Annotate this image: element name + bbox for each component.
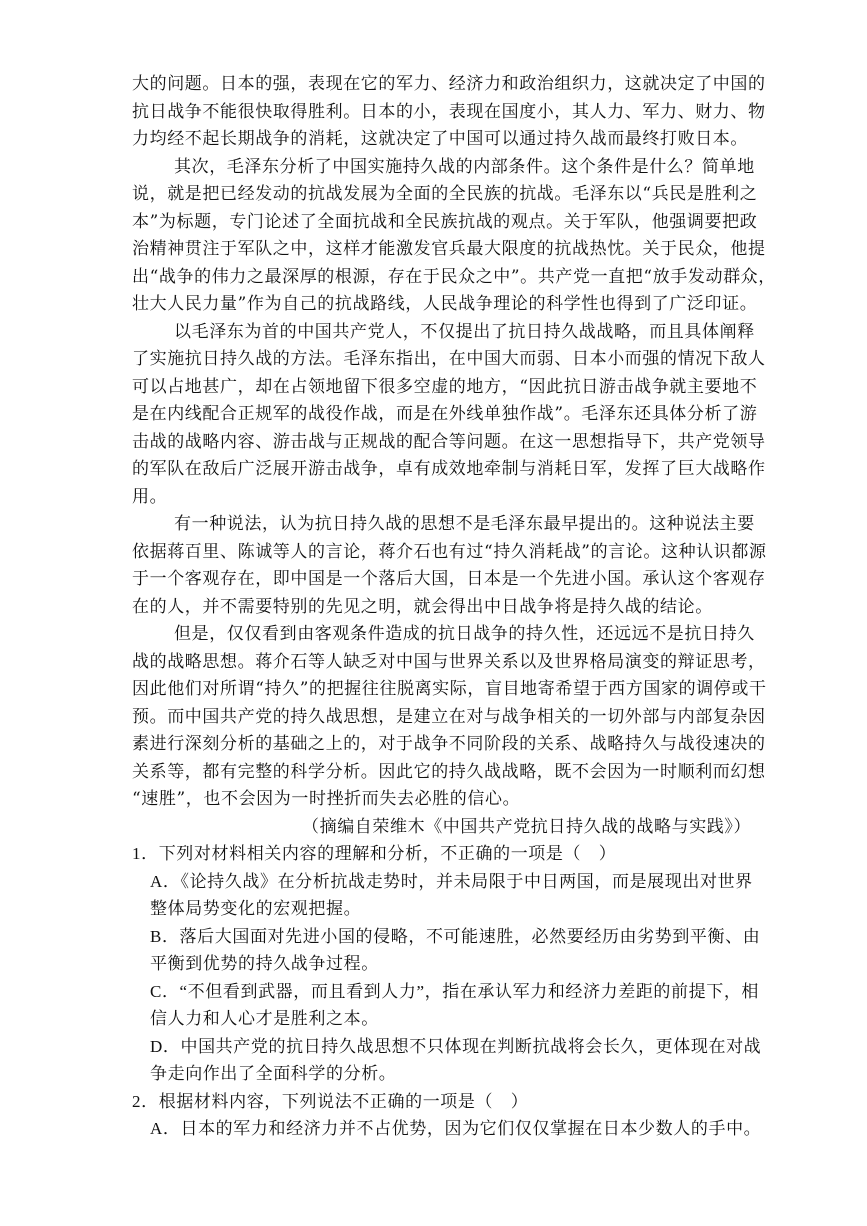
- passage-line: 击战的战略内容、游击战与正规战的配合等问题。在这一思想指导下，共产党领导: [132, 432, 766, 452]
- passage-line: 因此他们对所谓“持久”的把握往往脱离实际，盲目地寄希望于西方国家的调停或干: [132, 679, 767, 699]
- passage-line: 本”为标题，专门论述了全面抗战和全民族抗战的观点。关于军队，他强调要把政: [132, 212, 758, 232]
- passage-line: 关系等，都有完整的科学分析。因此它的持久战战略，既不会因为一时顺利而幻想: [132, 762, 766, 782]
- passage-line: 但是，仅仅看到由客观条件造成的抗日战争的持久性，还远远不是抗日持久: [174, 624, 755, 644]
- passage-line: 出“战争的伟力之最深厚的根源，存在于民众之中”。共产党一直把“放手发动群众，: [132, 267, 776, 287]
- passage-line: 了实施抗日持久战的方法。毛泽东指出，在中国大而弱、日本小而强的情况下敌人: [132, 349, 766, 369]
- passage-line: 在的人，并不需要特别的先见之明，就会得出中日战争将是持久战的结论。: [132, 597, 713, 617]
- passage-line: 战的战略思想。蒋介石等人缺乏对中国与世界关系以及世界格局演变的辩证思考，: [132, 652, 766, 672]
- question-1-option-d-cont: 争走向作出了全面科学的分析。: [150, 1064, 397, 1083]
- question-1-option-a-cont: 整体局势变化的宏观把握。: [150, 899, 362, 918]
- passage-line: 大的问题。日本的强，表现在它的军力、经济力和政治组织力，这就决定了中国的: [132, 74, 766, 94]
- question-1-option-c[interactable]: C．“不但看到武器，而且看到人力”，指在承认军力和经济力差距的前提下，相: [150, 982, 760, 1001]
- passage-line: 预。而中国共产党的持久战思想，是建立在对与战争相关的一切外部与内部复杂因: [132, 707, 766, 727]
- question-1-option-d[interactable]: D．中国共产党的抗日持久战思想不只体现在判断抗战将会长久，更体现在对战: [150, 1037, 762, 1056]
- passage-line: 的军队在敌后广泛展开游击战争，卓有成效地牵制与消耗日军，发挥了巨大战略作: [132, 459, 766, 479]
- passage-line: 是在内线配合正规军的战役作战，而是在外线单独作战”。毛泽东还具体分析了游: [132, 404, 758, 424]
- passage-line: 其次，毛泽东分析了中国实施持久战的内部条件。这个条件是什么？简单地: [174, 157, 755, 177]
- source-citation: （摘编自荣维木《中国共产党抗日持久战的战略与实践》）: [302, 817, 752, 837]
- passage-line: 治精神贯注于军队之中，这样才能激发官兵最大限度的抗战热忱。关于民众，他提: [132, 239, 766, 259]
- passage-line: 素进行深刻分析的基础之上的，对于战争不同阶段的关系、战略持久与战役速决的: [132, 734, 766, 754]
- passage-line: 于一个客观存在，即中国是一个落后大国，日本是一个先进小国。承认这个客观存: [132, 569, 766, 589]
- passage-line: 力均经不起长期战争的消耗，这就决定了中国可以通过持久战而最终打败日本。: [132, 129, 748, 149]
- passage-line: 用。: [132, 487, 168, 507]
- question-2-option-a[interactable]: A．日本的军力和经济力并不占优势，因为它们仅仅掌握在日本少数人的手中。: [150, 1119, 762, 1138]
- passage-line: “速胜”，也不会因为一时挫折而失去必胜的信心。: [132, 789, 521, 809]
- passage-line: 抗日战争不能很快取得胜利。日本的小，表现在国度小，其人力、军力、财力、物: [132, 102, 766, 122]
- passage-line: 依据蒋百里、陈诚等人的言论，蒋介石也有过“持久消耗战”的言论。这种认识都源: [132, 542, 767, 562]
- question-1-stem: 1．下列对材料相关内容的理解和分析，不正确的一项是（ ）: [132, 844, 617, 863]
- question-2-stem: 2．根据材料内容，下列说法不正确的一项是（ ）: [132, 1092, 529, 1111]
- question-1-option-c-cont: 信人力和人心才是胜利之本。: [150, 1009, 379, 1028]
- passage-line: 说，就是把已经发动的抗战发展为全面的全民族的抗战。毛泽东以“兵民是胜利之: [132, 184, 758, 204]
- passage-line: 可以占地甚广，却在占领地留下很多空虚的地方，“因此抗日游击战争就主要地不: [132, 377, 758, 397]
- question-1-option-b[interactable]: B．落后大国面对先进小国的侵略，不可能速胜，必然要经历由劣势到平衡、由: [150, 927, 761, 946]
- question-1-option-b-cont: 平衡到优势的持久战争过程。: [150, 954, 379, 973]
- passage-line: 有一种说法，认为抗日持久战的思想不是毛泽东最早提出的。这种说法主要: [174, 514, 755, 534]
- passage-line: 以毛泽东为首的中国共产党人，不仅提出了抗日持久战战略，而且具体阐释: [174, 322, 755, 342]
- passage-line: 壮大人民力量”作为自己的抗战路线，人民战争理论的科学性也得到了广泛印证。: [132, 294, 758, 314]
- question-1-option-a[interactable]: A．《论持久战》在分析抗战走势时，并未局限于中日两国，而是展现出对世界: [150, 872, 753, 891]
